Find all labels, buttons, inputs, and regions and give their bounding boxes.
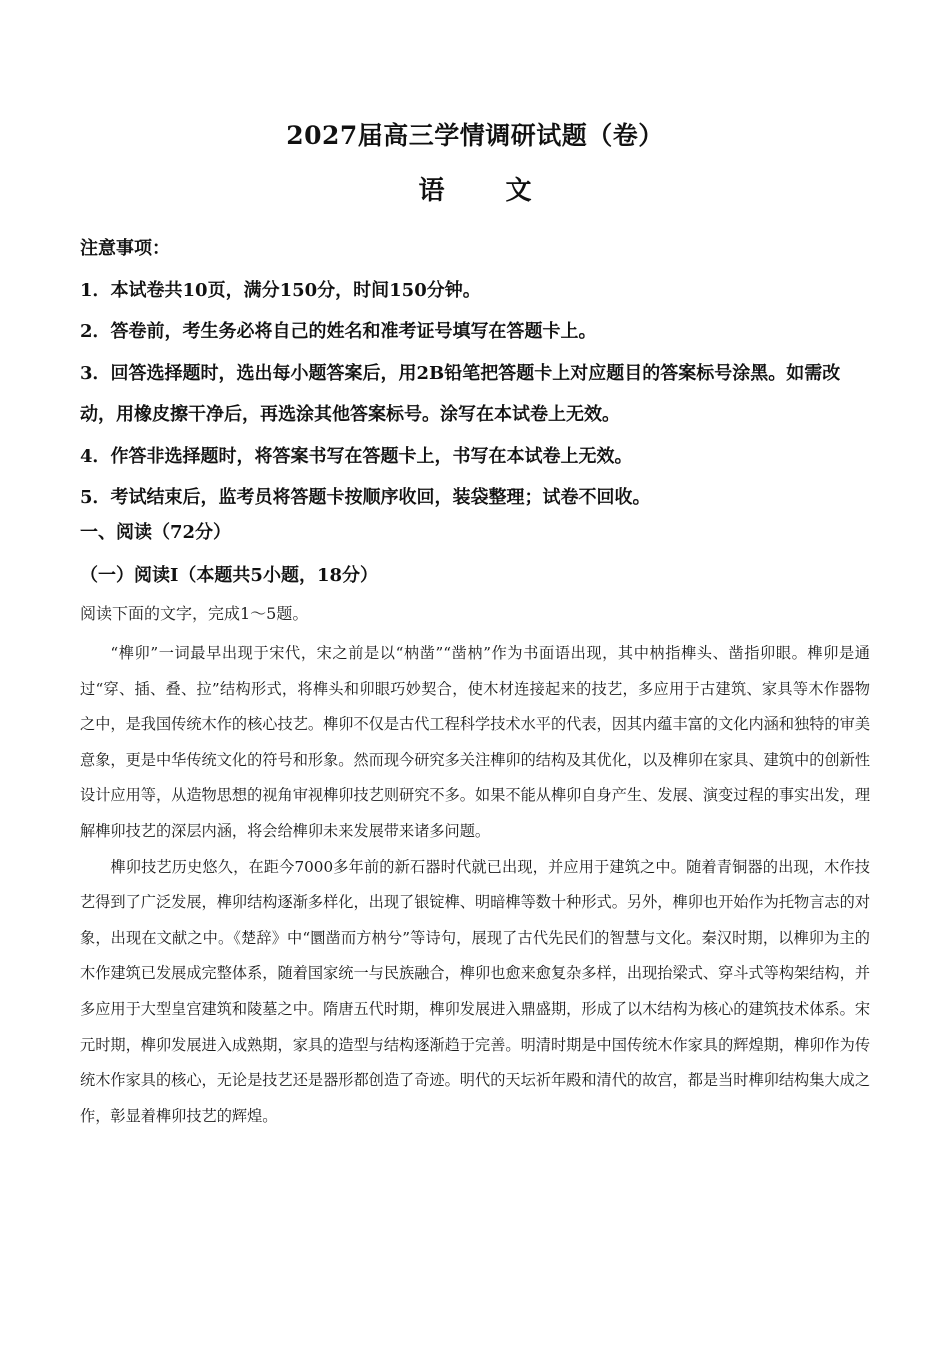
sub-section-title: （一）阅读Ⅰ（本题共5小题，18分） (80, 565, 378, 586)
passage-paragraph-2: 榫卯技艺历史悠久，在距今7000多年前的新石器时代就已出现，并应用于建筑之中。随着青铜器的出现，木作技艺得到了广泛发展，榫卯结构逐渐多样化，出现了银锭榫、明暗榫等数十种形式。另外，榫卯也开始作为托物言志的对象，出现在文献之中。《楚辞》中“圜凿而方枘兮”等诗句，展现了古代先民们的智慧与文化。秦汉时期，以榫卯为主的木作建筑已发展成完整体系，随着国家统一与民族融合，榫卯也愈来愈复杂多样，出现抬梁式、穿斗式等构架结构，并多应用于大型皇宫建筑和陵墓之中。隋唐五代时期，榫卯发展进入鼎盛期，形成了以木结构为核心的建筑技术体系。宋元时期，榫卯发展进入成熟期，家具的造型与结构逐渐趋于完善。明清时期是中国传统木作家具的辉煌期，榫卯作为传统木作家具的核心，无论是技艺还是器形都创造了奇迹。明代的天坛祈年殿和清代的故宫，都是当时榫卯结构集大成之作，彰显着榫卯技艺的辉煌。 (80, 857, 870, 1125)
reading-instruction: 阅读下面的文字，完成1～5题。 (80, 604, 309, 623)
passage-paragraph-1: “榫卯”一词最早出现于宋代，宋之前是以“枘凿”“凿枘”作为书面语出现，其中枘指榫头、凿指卯眼。榫卯是通过“穿、插、叠、拉”结构形式，将榫头和卯眼巧妙契合，使木材连接起来的技艺，多应用于古建筑、家具等木作器物之中，是我国传统木作的核心技艺。榫卯不仅是古代工程科学技术水平的代表，因其内蕴丰富的文化内涵和独特的审美意象，更是中华传统文化的符号和形象。然而现今研究多关注榫卯的结构及其优化，以及榫卯在家具、建筑中的创新性设计应用等，从造物思想的视角审视榫卯技艺则研究不多。如果不能从榫卯自身产生、发展、演变过程的事实出发，理解榫卯技艺的深层内涵，将会给榫卯未来发展带来诸多问题。 (80, 644, 870, 840)
reading-passage (80, 636, 870, 1134)
notice-item-3: 3．回答选择题时，选出每小题答案后，用2B铅笔把答题卡上对应题目的答案标号涂黑。如需改动，用橡皮擦干净后，再选涂其他答案标号。涂写在本试卷上无效。 (80, 362, 841, 425)
part-title: 一、阅读（72分） (80, 522, 232, 543)
subject-title: 语 文 (418, 176, 558, 206)
notice-block (80, 228, 875, 519)
exam-title: 2027届高三学情调研试题（卷） (286, 121, 664, 150)
notice-heading: 注意事项： (80, 238, 170, 259)
notice-item-4: 4．作答非选择题时，将答案书写在答题卡上，书写在本试卷上无效。 (80, 445, 633, 467)
notice-item-2: 2．答卷前，考生务必将自己的姓名和准考证号填写在答题卡上。 (80, 321, 597, 342)
notice-item-5: 5．考试结束后，监考员将答题卡按顺序收回，装袋整理；试卷不回收。 (80, 487, 651, 508)
notice-item-1: 1．本试卷共10页，满分150分，时间150分钟。 (80, 279, 481, 301)
